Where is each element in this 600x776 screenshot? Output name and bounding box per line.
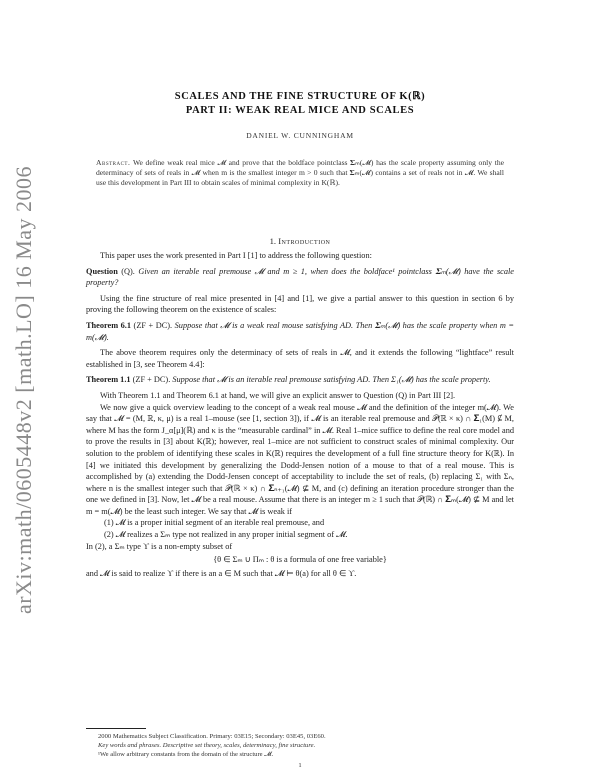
arxiv-stamp-text: arXiv:math/0605448v2 [math.LO] 16 May 2006 (11, 165, 36, 615)
question-label: Question (86, 266, 118, 276)
paper-title-line1: SCALES AND THE FINE STRUCTURE OF K(ℝ) (174, 91, 426, 102)
section-heading (0, 236, 600, 246)
theorem-1-1-text: Suppose that 𝓜 is an iterable real premouse satisfying AD. Then Σ₁(𝓜) has the scale property. (172, 375, 491, 385)
paper-title-line2: PART II: WEAK REAL MICE AND SCALES (185, 105, 415, 116)
abstract (96, 158, 504, 188)
paragraph-lightface: The above theorem requires only the determinacy of sets of reals in 𝓜, and it extends the following “lightface” result established in [3, see Theorem 4.4]: (86, 348, 514, 369)
theorem-6-1-label: Theorem 6.1 (86, 320, 132, 330)
arxiv-stamp (6, 140, 42, 640)
abstract-text: We define weak real mice 𝓜 and prove that the boldface pointclass 𝚺ₘ(𝓜) has the scale property assuming only the determinacy of sets of reals in 𝓜 when m is the smallest integer m > 0 such that 𝚺ₘ(𝓜) contains a set of reals not in 𝓜. We shall use this development in Part III to obtain scales of minimal complexity in K(ℝ). (96, 158, 504, 187)
question-text: Given an iterable real premouse 𝓜 and m ≥ 1, when does the boldface¹ pointclass 𝚺ₘ(𝓜) have the scale property? (86, 266, 514, 288)
footnote-rule (86, 728, 146, 729)
footnote-msc: 2000 Mathematics Subject Classification. Primary: 03E15; Secondary: 03E45, 03E60. (98, 733, 326, 740)
paragraph-fine-structure: Using the fine structure of real mice presented in [4] and [1], we give a partial answer to this question in section 6 by proving the following theorem on the existence of scales: (86, 293, 514, 315)
theorem-6-1 (86, 320, 514, 343)
theorem-6-1-text: Suppose that 𝓜 is a weak real mouse satisfying AD. Then 𝚺ₘ(𝓜) has the scale property when m = m(𝓜). (86, 320, 514, 342)
display-formula: {θ ∈ Σₘ ∪ Πₘ : θ is a formula of one free variable} (213, 555, 387, 565)
paragraph-intro: This paper uses the work presented in Part I [1] to address the following question: (100, 251, 372, 260)
paragraph-type: In (2), a Σₘ type ϒ is a non-empty subset of (86, 541, 233, 551)
section-title: Introduction (278, 236, 331, 246)
page-number: 1 (298, 762, 302, 769)
paragraph-part-three: With Theorem 1.1 and Theorem 6.1 at hand, we will give an explicit answer to Question (Q) in Part III [2]. (100, 390, 456, 400)
theorem-1-1 (86, 374, 514, 386)
body-text (86, 250, 514, 579)
section-number: 1. (269, 236, 279, 246)
list-item-2: (2) 𝓜 realizes a Σₘ type not realized in any proper initial segment of 𝓜. (104, 530, 348, 540)
question-tag: (Q). (117, 266, 139, 276)
abstract-label: Abstract. (96, 158, 131, 167)
footnote-1: ¹We allow arbitrary constants from the domain of the structure 𝓜. (98, 751, 274, 758)
theorem-1-1-label: Theorem 1.1 (86, 375, 131, 385)
paragraph-realize: and 𝓜 is said to realize ϒ if there is an a ∈ M such that 𝓜 ⊨ θ(a) for all θ ∈ ϒ. (86, 568, 357, 578)
author-name: DANIEL W. CUNNINGHAM (246, 131, 354, 140)
paragraph-overview: We now give a quick overview leading to the concept of a weak real mouse 𝓜 and the definition of the integer m(𝓜). We say that 𝓜 = (M, ℝ, κ, μ) is a real 1–mouse (see [1, section 3]), if 𝓜 is an iterable real premouse and 𝒫(ℝ × κ) ∩ 𝚺₁(M) ⊈ M, where M has the form J_α[μ](ℝ) and κ is the “measurable cardinal” in 𝓜. Real 1–mice suffice to define the real core model and to prove the results in [3] about K(ℝ); however, real 1–mice are not sufficient to construct scales of minimal complexity. Our solution to the problem of identifying these scales in K(ℝ) requires the development of a full fine structure theory for K(ℝ). In [4] we initiated this development by generalizing the Dodd-Jensen notion of a mouse to that of a real mouse. This is accomplished by (a) extending the Dodd-Jensen concept of acceptability to include the set of reals, (b) replacing Σ₁ with Σₙ, where n is the smallest integer such that 𝒫(ℝ × κ) ∩ 𝚺ₙ₊₁(𝓜) ⊈ M, and (c) defining an iteration procedure stronger than the one we defined in [3]. Now, let 𝓜 be a real mouse. Assume that there is an integer m ≥ 1 such that 𝒫(ℝ) ∩ 𝚺ₘ(𝓜) ⊈ M and let m = m(𝓜) be the least such integer. We say that 𝓜 is weak if (86, 402, 514, 516)
question-block (86, 266, 514, 289)
theorem-6-1-tag: (ZF + DC). (131, 320, 175, 330)
footnote-keywords: Key words and phrases. Descriptive set theory, scales, determinacy, fine structure. (98, 742, 316, 749)
list-item-1: (1) 𝓜 is a proper initial segment of an iterable real premouse, and (104, 518, 325, 528)
theorem-1-1-tag: (ZF + DC). (130, 375, 173, 385)
